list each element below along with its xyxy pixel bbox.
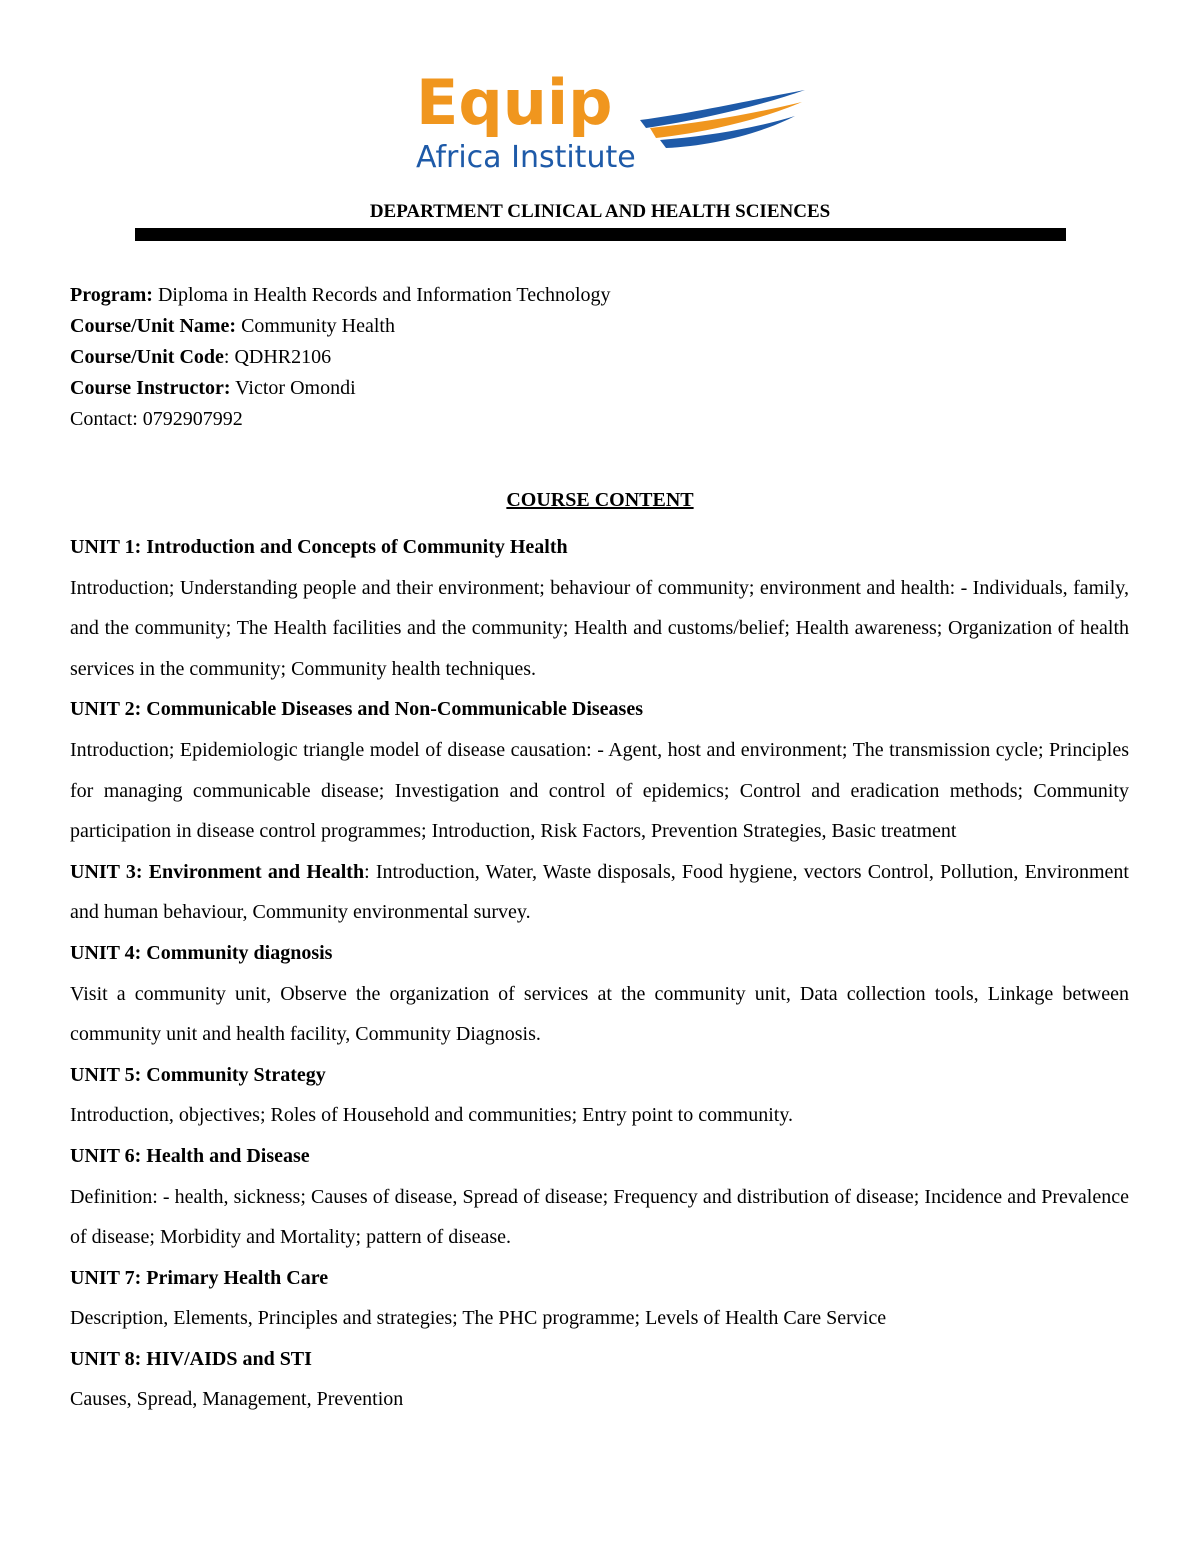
course-info-block	[70, 280, 1130, 435]
unit-code-label: Course/Unit Code	[70, 346, 224, 368]
unit-1-title: UNIT 1: Introduction and Concepts of Community Health	[70, 536, 568, 558]
logo-word-equip: Equip	[416, 66, 613, 139]
unit-2-title: UNIT 2: Communicable Diseases and Non-Communicable Diseases	[70, 698, 643, 721]
course-content-heading: COURSE CONTENT	[506, 489, 694, 511]
department-heading: DEPARTMENT CLINICAL AND HEALTH SCIENCES	[369, 201, 831, 222]
contact-row: Contact: 0792907992	[70, 408, 243, 430]
unit-8-title: UNIT 8: HIV/AIDS and STI	[70, 1347, 312, 1370]
unit-name-value: Community Health	[236, 315, 395, 337]
unit-2-body: Introduction; Epidemiologic triangle model of disease causation: - Agent, host and environment; The transmission cycle; Principles for managing communicable disease; Investigation and control of epidemics; Control and eradication methods; Community participation in disease control programmes; Introduction, Risk Factors, Prevention Strategies, Basic treatment	[70, 738, 1129, 843]
logo-word-africa-institute: Africa Institute	[416, 140, 636, 175]
unit-5-body: Introduction, objectives; Roles of Household and communities; Entry point to community.	[70, 1104, 794, 1127]
unit-code-value: : QDHR2106	[223, 346, 332, 368]
logo-graphic	[410, 62, 810, 182]
unit-7-body: Description, Elements, Principles and strategies; The PHC programme; Levels of Health Care Service	[70, 1307, 887, 1330]
unit-1-body: Introduction; Understanding people and their environment; behaviour of community; environment and health: - Individuals, family, and the community; The Health facilities and the community; Health and customs/belief; Health awareness; Organization of health services in the community; Community health techniques.	[70, 576, 1129, 680]
program-label: Program:	[70, 284, 153, 306]
institute-logo	[410, 62, 810, 182]
unit-7-title: UNIT 7: Primary Health Care	[70, 1266, 329, 1289]
unit-4-title: UNIT 4: Community diagnosis	[70, 941, 333, 964]
instructor-row	[70, 373, 1130, 404]
instructor-label: Course Instructor:	[70, 377, 231, 399]
unit-6-body: Definition: - health, sickness; Causes of disease, Spread of disease; Frequency and distribution of disease; Incidence and Prevalence of disease; Morbidity and Mortality; pattern of disease.	[70, 1185, 1129, 1249]
unit-5-title: UNIT 5: Community Strategy	[70, 1063, 326, 1086]
unit-3-title: UNIT 3: Environment and Health	[70, 860, 365, 883]
unit-code-row	[70, 342, 1130, 373]
unit-6-title: UNIT 6: Health and Disease	[70, 1144, 310, 1167]
course-content	[70, 527, 1129, 1420]
unit-8-body: Causes, Spread, Management, Prevention	[70, 1388, 404, 1411]
unit-3-body: : Introduction, Water, Waste disposals, Food hygiene, vectors Control, Pollution, Environment and human behaviour, Community environmental survey.	[70, 860, 1129, 924]
unit-name-row	[70, 311, 1130, 342]
unit-name-label: Course/Unit Name:	[70, 315, 237, 337]
program-value: Diploma in Health Records and Information Technology	[152, 284, 611, 306]
unit-3-paragraph	[70, 852, 1129, 933]
heading-divider	[135, 228, 1066, 241]
unit-4-body: Visit a community unit, Observe the organization of services at the community unit, Data collection tools, Linkage between community unit and health facility, Community Diagnosis.	[70, 982, 1129, 1046]
program-row	[70, 280, 1130, 311]
instructor-value: Victor Omondi	[230, 377, 356, 399]
